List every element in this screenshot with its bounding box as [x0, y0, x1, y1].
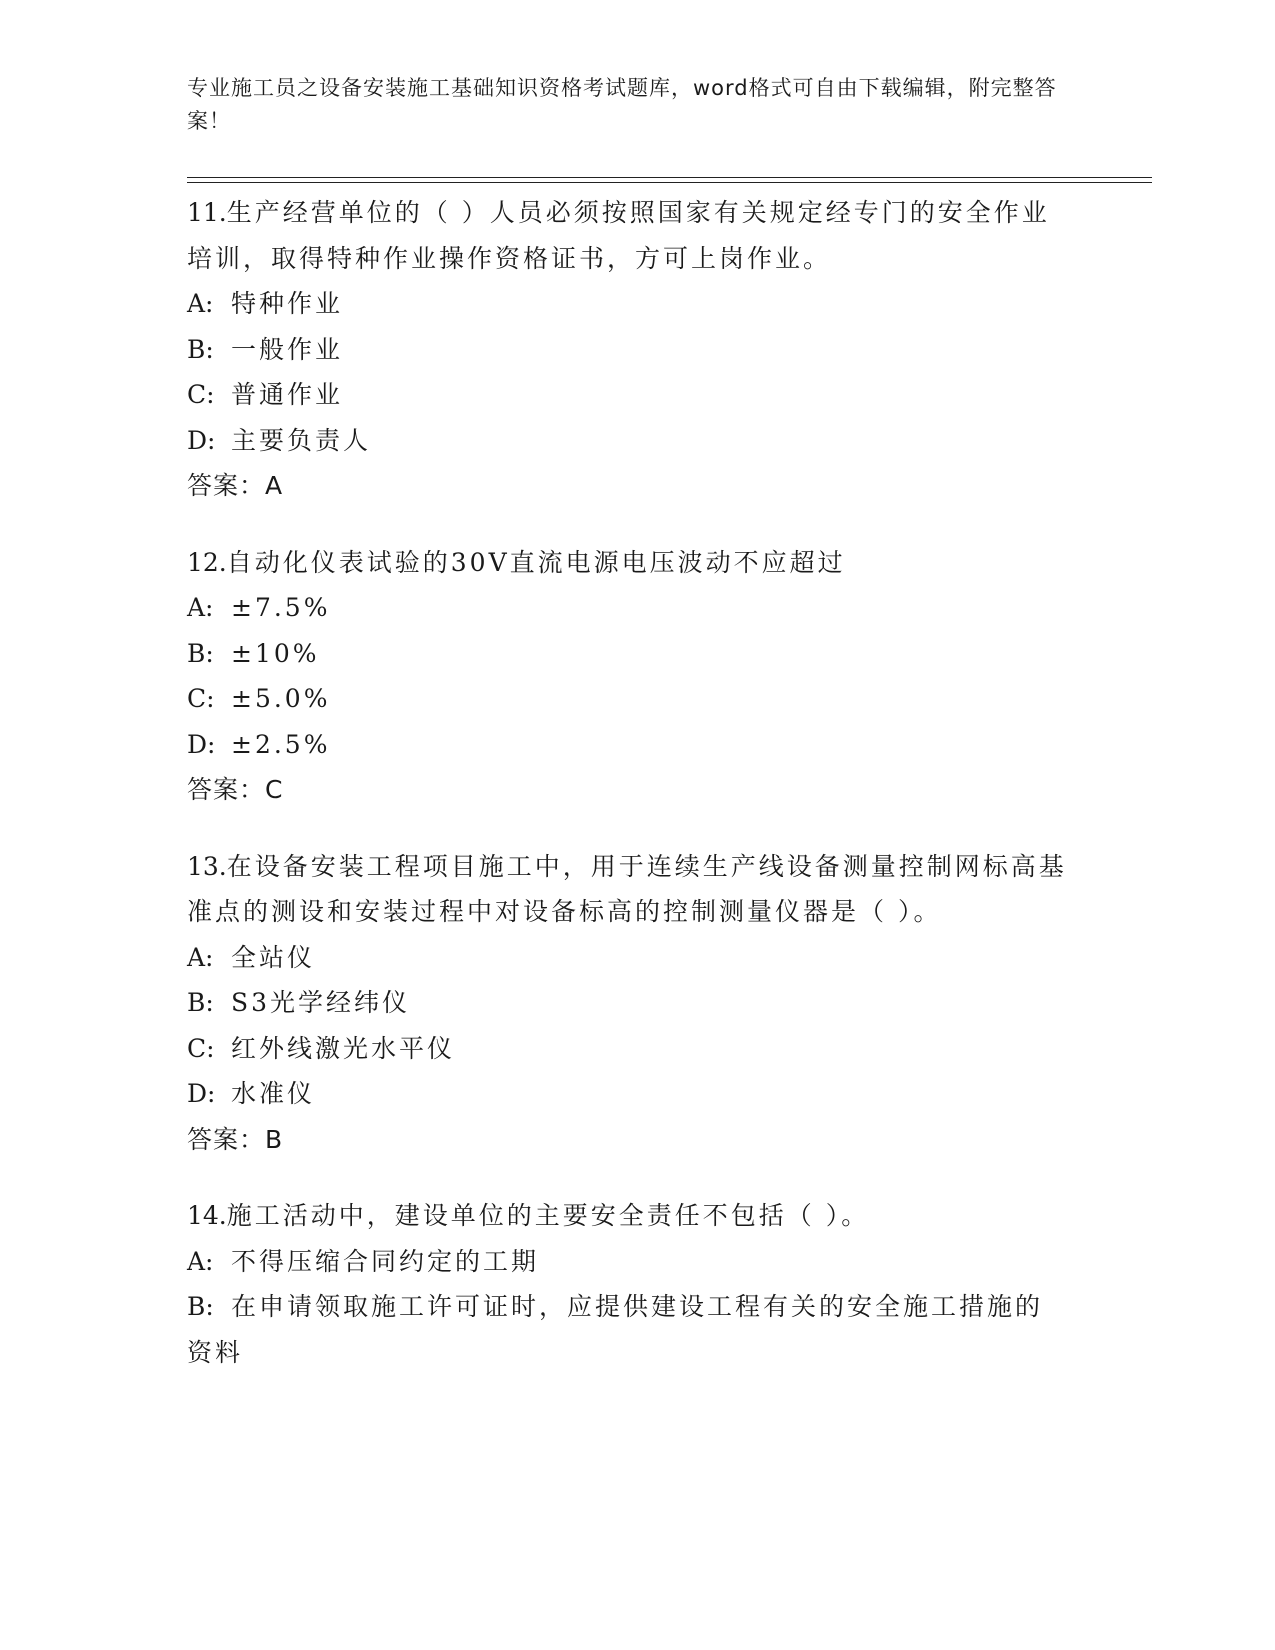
- option-d: [187, 722, 1067, 768]
- option-text: 主要负责人: [231, 425, 372, 455]
- option-key: B:: [187, 988, 214, 1017]
- question-text: 生产经营单位的（ ）人员必须按照国家有关规定经专门的安全作业培训，取得特种作业操作资格证书，方可上岗作业。: [187, 198, 1050, 273]
- option-text: ±7.5%: [231, 593, 331, 622]
- option-text: 一般作业: [231, 334, 344, 364]
- question-text: 自动化仪表试验的30V直流电源电压波动不应超过: [226, 547, 846, 577]
- question-stem: [187, 190, 1067, 281]
- question-11: [187, 190, 1067, 509]
- option-text: 普通作业: [231, 380, 344, 409]
- option-key: A:: [187, 289, 214, 318]
- option-text: 全站仪: [231, 942, 316, 972]
- option-key: C:: [187, 1033, 215, 1063]
- option-key: A:: [187, 1246, 214, 1276]
- question-list: [187, 190, 1067, 1406]
- option-c: [187, 676, 1067, 722]
- option-key: D:: [187, 1079, 216, 1108]
- option-key: A:: [187, 593, 214, 622]
- question-14: [187, 1193, 1067, 1375]
- option-d: [187, 418, 1067, 464]
- option-c: [187, 1026, 1067, 1072]
- header-divider-bottom: [187, 182, 1152, 183]
- question-12: [187, 540, 1067, 813]
- question-13: [187, 844, 1067, 1163]
- question-number: 12.: [187, 547, 227, 577]
- question-stem: [187, 1193, 1067, 1239]
- option-text: ±2.5%: [231, 729, 331, 759]
- option-text: 在申请领取施工许可证时，应提供建设工程有关的安全施工措施的资料: [187, 1292, 1044, 1367]
- option-b: [187, 631, 1067, 677]
- question-number: 14.: [187, 1201, 227, 1230]
- option-key: B:: [187, 334, 214, 364]
- option-text: ±10%: [231, 638, 320, 668]
- answer-line: 答案：B: [187, 1124, 284, 1154]
- option-c: [187, 372, 1067, 418]
- option-a: [187, 935, 1067, 981]
- header-divider-top: [187, 177, 1152, 178]
- option-d: [187, 1071, 1067, 1117]
- question-number: 11.: [187, 198, 227, 227]
- option-key: C:: [187, 684, 215, 713]
- option-text: ±5.0%: [231, 684, 331, 713]
- option-text: 不得压缩合同约定的工期: [231, 1246, 540, 1276]
- option-text: 特种作业: [231, 289, 344, 318]
- option-b: [187, 327, 1067, 373]
- option-key: B:: [187, 1292, 214, 1321]
- option-key: C:: [187, 380, 215, 409]
- option-key: A:: [187, 942, 214, 972]
- option-text: 水准仪: [231, 1079, 316, 1108]
- question-text: 施工活动中，建设单位的主要安全责任不包括（ ）。: [226, 1201, 870, 1230]
- option-b: [187, 1284, 1067, 1375]
- question-text: 在设备安装工程项目施工中，用于连续生产线设备测量控制网标高基准点的测设和安装过程中对设备标高的控制测量仪器是（ ）。: [187, 851, 1067, 926]
- option-key: D:: [187, 425, 216, 455]
- answer-line: 答案：C: [187, 775, 284, 804]
- option-text: 红外线激光水平仪: [231, 1033, 456, 1063]
- option-a: [187, 1239, 1067, 1285]
- answer-line: 答案：A: [187, 471, 284, 500]
- option-b: [187, 980, 1067, 1026]
- option-key: B:: [187, 638, 214, 668]
- option-a: [187, 281, 1067, 327]
- option-key: D:: [187, 729, 216, 759]
- question-stem: [187, 844, 1067, 935]
- question-number: 13.: [187, 851, 227, 881]
- option-a: [187, 585, 1067, 631]
- option-text: S3光学经纬仪: [231, 988, 411, 1017]
- document-header: 专业施工员之设备安装施工基础知识资格考试题库，word格式可自由下载编辑，附完整答案！: [187, 76, 1057, 133]
- question-stem: [187, 540, 1067, 586]
